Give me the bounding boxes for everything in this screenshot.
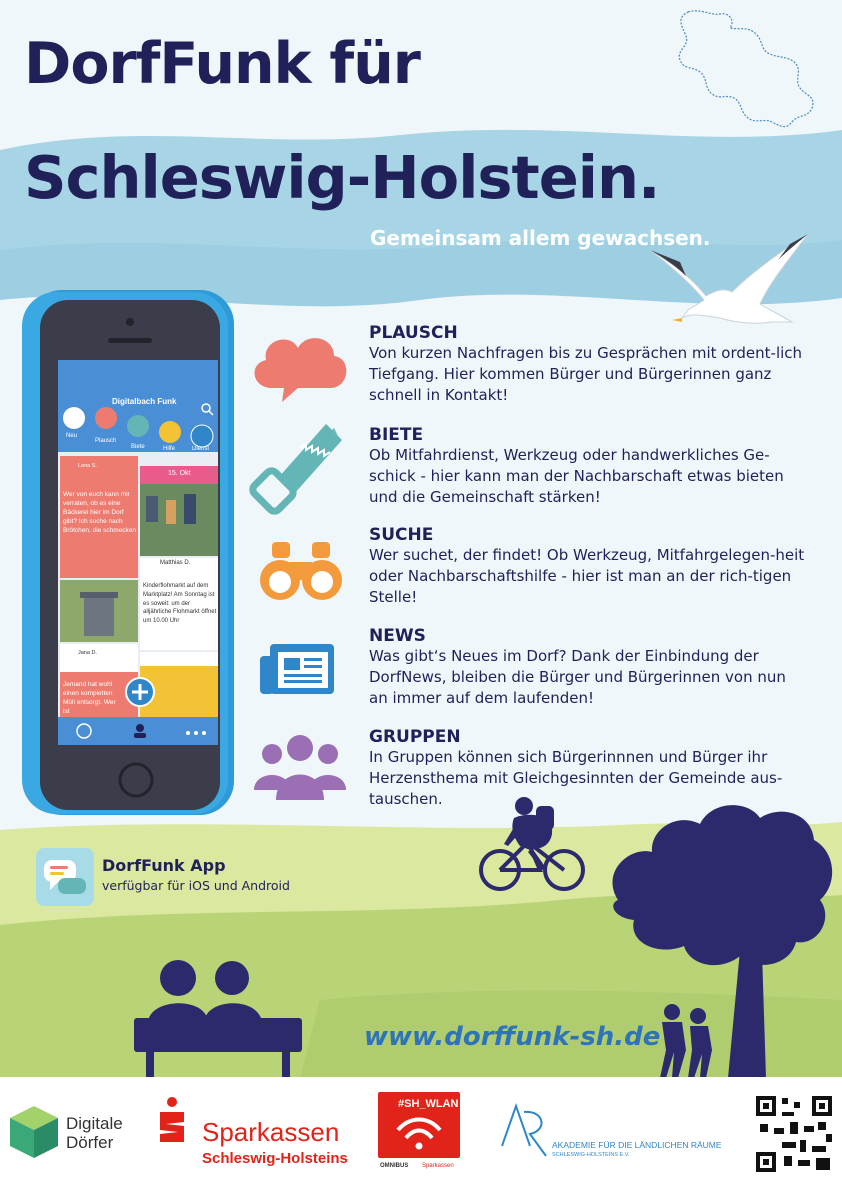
feature-text: Was gibt‘s Neues im Dorf? Dank der Einbindung der DorfNews, bleiben die Bürger und Bürgerinnen von nun an immer auf dem laufenden! [369, 647, 786, 707]
logo-sparkassen [202, 1118, 339, 1146]
phone-category-dienst[interactable]: Dienst [192, 446, 210, 452]
app-availability: verfügbar für iOS und Android [102, 878, 290, 893]
phone-card-date: 15. Okt [168, 470, 191, 477]
logo-akademie-line2: SCHLESWIG-HOLSTEINS E.V. [552, 1152, 630, 1158]
phone-app-title: Digitalbach Funk [112, 397, 177, 406]
feature-heading: GRUPPEN [369, 727, 461, 747]
phone-category-neu[interactable]: Neu [66, 433, 78, 439]
phone-card-text: Wer von euch kann mir verraten, ob es eine Bäckerei hier im Dorf gibt? Ich suche nach Brötchen, die schmecken [63, 491, 136, 534]
tagline: Gemeinsam allem gewachsen. [370, 226, 711, 250]
logo-digitale-doerfer [66, 1114, 123, 1152]
qr-code-icon[interactable] [754, 1094, 834, 1174]
akademie-logo-icon [502, 1106, 546, 1156]
logo-text: Sparkassen [202, 1117, 340, 1147]
phone-category-hilfe[interactable]: Hilfe [163, 446, 176, 452]
feature-heading: SUCHE [369, 525, 434, 545]
logo-akademie-line1: AKADEMIE FÜR DIE LÄNDLICHEN RÄUME [552, 1140, 722, 1150]
title-line-1: DorfFunk für [24, 31, 420, 97]
logo-text: Dörfer [66, 1133, 114, 1152]
feature-text: Ob Mitfahrdienst, Werkzeug oder handwerkliches Ge-schick - hier kann man der Nachbarschaft etwas bieten und die Gemeinschaft stärken! [369, 446, 784, 506]
sparkasse-logo-icon [160, 1097, 184, 1142]
phone-card-text: Jemand hat wohl einen kompletten Müll entsorgt. Wer ist [63, 681, 116, 715]
feature-heading: NEWS [369, 626, 426, 646]
feature-text: Wer suchet, der findet! Ob Werkzeug, Mitfahrgelegen-heit oder Nachbarschaftshilfe - hier ist man an der rich-tigen Stelle! [369, 546, 805, 606]
feature-heading: BIETE [369, 425, 424, 445]
feature-text: In Gruppen können sich Bürgerinnnen und Bürger ihr Herzensthema mit Gleichgesinnten der Gemeinde aus-tauschen. [369, 748, 783, 808]
cube-logo-icon [10, 1106, 58, 1158]
phone-category-biete[interactable]: Biete [131, 444, 145, 450]
app-title: DorfFunk App [102, 856, 226, 875]
logo-sparkassen-region: Schleswig-Holsteins [202, 1150, 348, 1167]
logo-wlan-tag: #SH_WLAN [398, 1098, 459, 1110]
phone-card-author: Lena S. [78, 463, 97, 469]
logo-wlan-sub1: OMNIBUS [380, 1163, 409, 1169]
feature-heading: PLAUSCH [369, 323, 458, 343]
logo-wlan-sub2: Sparkassen [422, 1163, 454, 1169]
logo-text: Digitale [66, 1114, 123, 1133]
phone-card-author: Matthias D. [160, 560, 191, 566]
phone-card-author: Jana D. [78, 650, 97, 656]
phone-category-plausch[interactable]: Plausch [95, 438, 117, 444]
feature-text: Von kurzen Nachfragen bis zu Gesprächen mit ordent-lich Tiefgang. Hier kommen Bürger und Bürgerinnen ganz schnell in Kontakt! [369, 344, 803, 404]
website-link[interactable]: www.dorffunk-sh.de [364, 1022, 661, 1052]
title-line-2: Schleswig-Holstein. [24, 143, 660, 212]
phone-card-text: Kinderflohmarkt auf dem Marktplatz! Am Sonntag ist es soweit: um der alljährliche Flohmarkt öffnet um 10.00 Uhr [143, 583, 217, 625]
